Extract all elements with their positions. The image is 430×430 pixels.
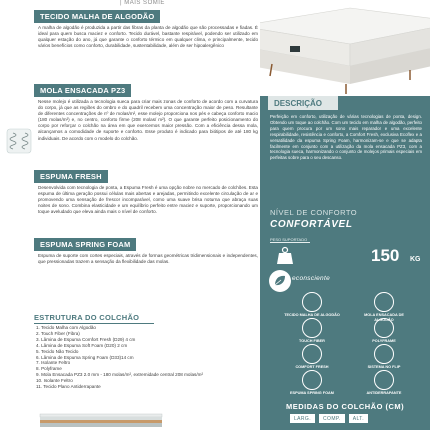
structure-item: 2. Touch Fiber (Fibra) [36, 330, 80, 336]
fiber-icon [302, 318, 322, 338]
feature-label: TECIDO MALHA DE ALGODÃO [284, 313, 340, 317]
description-label: DESCRIÇÃO [268, 96, 338, 110]
structure-item: 5. Tecido Não Tecido [36, 348, 79, 354]
antislip-icon [374, 370, 394, 390]
fabric-icon [302, 292, 322, 312]
weight-divider [270, 242, 310, 243]
spring-illustration [4, 126, 34, 156]
mattress-product-image [260, 0, 430, 96]
fresh-icon [302, 344, 322, 364]
comfort-level-title: NÍVEL DE CONFORTO [270, 208, 358, 217]
spring-icon [374, 292, 394, 312]
structure-item: 3. Lâmina de Espuma Comfort Fresh (D29) 4 cm [36, 336, 136, 342]
dimensions-row [290, 414, 368, 423]
feature-label: POLYFRAME [372, 339, 396, 343]
section-title-spring: ESPUMA SPRING FOAM [34, 238, 136, 251]
feature-label: ESPUMA SPRING FOAM [290, 391, 334, 395]
structure-item: 10. Isolante Feltro [36, 378, 73, 384]
feature-spring-foam [284, 370, 340, 396]
section-title-fresh: ESPUMA FRESH [34, 170, 108, 183]
right-panel [260, 0, 430, 430]
dimension-width-label: LARG. [290, 414, 315, 423]
top-caption: | MAIS SOMIE [120, 0, 165, 6]
feature-polyframe [356, 318, 412, 344]
weight-label: PESO SUPORTADO [270, 237, 308, 242]
feature-comfort-fresh [284, 344, 340, 370]
weight-icon [274, 246, 296, 266]
section-body-mola: Nesse molejo é utilizada a tecnologia sueca para criar mais zonas de conforto de acordo com a curvatura do corpo, já que as regiões do ombro e do quadril recebem uma concentração maior de peso. Resultante de diferentes concentrações de nº de molas/m², esse molejo proporciona nos pés e cabeça conforto macio (180 molas/m²) e, no centro, conforto firme (208 molas/ m²). O que garante perfeito posicionamento do corpo por reforçar o colchão na área em que exercemos maior pressão. Com a eficiência dessa mola, alcançamos a comodidade de suporte e conforto. Esse produto é indicado para biótipos de até 180 kg individuais. De acordo com o modelo do colchão. [38, 99, 258, 141]
comfort-level-value: CONFORTÁVEL [270, 219, 353, 230]
noflip-icon [374, 344, 394, 364]
structure-item: 9. Mola Ensacada PZ3 2.0 mm - 180 molas/m², extremidade central 208 molas/m² [36, 372, 203, 378]
description-text: Perfeição em conforto, utilização de várias tecnologias de ponta, design. Obtendo um toque ao colchão. Com um tecido em malha de algodão, perfeito para quem procura por um sono mais reparador e uma excelente respirabilidade, resistência e conforto, a Comfort Fresh, exclusiva Ecoflex e a versatilidade da espuma Spring Foam, harmonizam-se e que se adapta facilmente em conjunto com a utilização da mola ensacada PZ3, com a tecnologia sueca, harmonizando o conjunto de molejos primais especiais em perfeitas sobre para o seu descanso. [270, 114, 422, 161]
feature-label: ANTIDERRAPANTE [366, 391, 402, 395]
feature-label: COMFORT FRESH [295, 365, 329, 369]
section-body-fresh: Desenvolvida com tecnologia de ponta, a Espuma Fresh é uma opção nobre no mercado de colchões. Esta espuma de última geração possui células mais abertas e arejadas, permitindo excelente circulação de ar e promovendo uma sensação de frescor incomparável, como uma suave brisa noturna que abraça suas noites de sono. Combina elasticidade e um equilíbrio perfeito entre maciez e suporte, proporcionando um toque aveludado que eleva ainda mais o nível de conforto. [38, 185, 258, 215]
structure-item: 4. Lâmina de Espuma Soft Foam (D20) 2 cm [36, 342, 128, 348]
structure-title: ESTRUTURA DO COLCHÃO [34, 313, 140, 322]
frame-icon [374, 318, 394, 338]
structure-item: 6. Lâmina de Espuma Spring Foam (D33)14 cm [36, 354, 134, 360]
leaf-icon [269, 270, 291, 292]
dimension-length-label: COMP. [319, 414, 345, 423]
structure-item: 7. Isolante Feltro [36, 360, 71, 366]
feature-touch-fiber [284, 318, 340, 344]
section-title-tecido: TECIDO MALHA DE ALGODÃO [34, 10, 160, 23]
structure-divider [34, 323, 154, 324]
feature-label: TOUCH FIBER [299, 339, 325, 343]
section-body-spring: Espuma de suporte com cortes especiais, através de formas geométricas tridimensionais e independentes, que pressionadas trazem a sensação da flexibilidade das molas. [38, 253, 258, 265]
structure-item: 11. Tecido Plano Antiderrapante [36, 384, 101, 390]
eco-label: econsciente [292, 275, 330, 282]
structure-item: 8. Polyframe [36, 366, 62, 372]
feature-no-flip [356, 344, 412, 370]
structure-list [36, 325, 256, 390]
dimension-height-label: ALT. [349, 414, 368, 423]
feature-label: SISTEMA NO FLIP [367, 365, 401, 369]
mattress-layers-illustration [36, 412, 166, 430]
feature-tecido [284, 292, 340, 318]
structure-item: 1. Tecido Malha com Algodão [36, 325, 96, 330]
section-body-tecido: A malha de algodão é produzida a partir das fibras da planta de algodão que são processadas e fiadas. É ideal para quem busca maciez e conforto. Tecido durável, bastante respirável, podendo ser utilizado em qualquer estação do ano, já que garante o conforto térmico em qualquer clima, e principalmente, tecido vários benefícios como conforto, durabilidade, sustentabilidade, além de ser hipoalergênico [38, 25, 258, 49]
feature-label: MOLA ENSACADA DE ALGODÃO [364, 313, 404, 322]
section-title-mola: MOLA ENSACADA PZ3 [34, 84, 131, 97]
weight-unit: KG [410, 256, 421, 263]
weight-value: 150 [371, 246, 400, 265]
foam-icon [302, 370, 322, 390]
dimensions-title: MEDIDAS DO COLCHÃO (CM) [286, 402, 405, 411]
feature-antiderrapante [356, 370, 412, 396]
